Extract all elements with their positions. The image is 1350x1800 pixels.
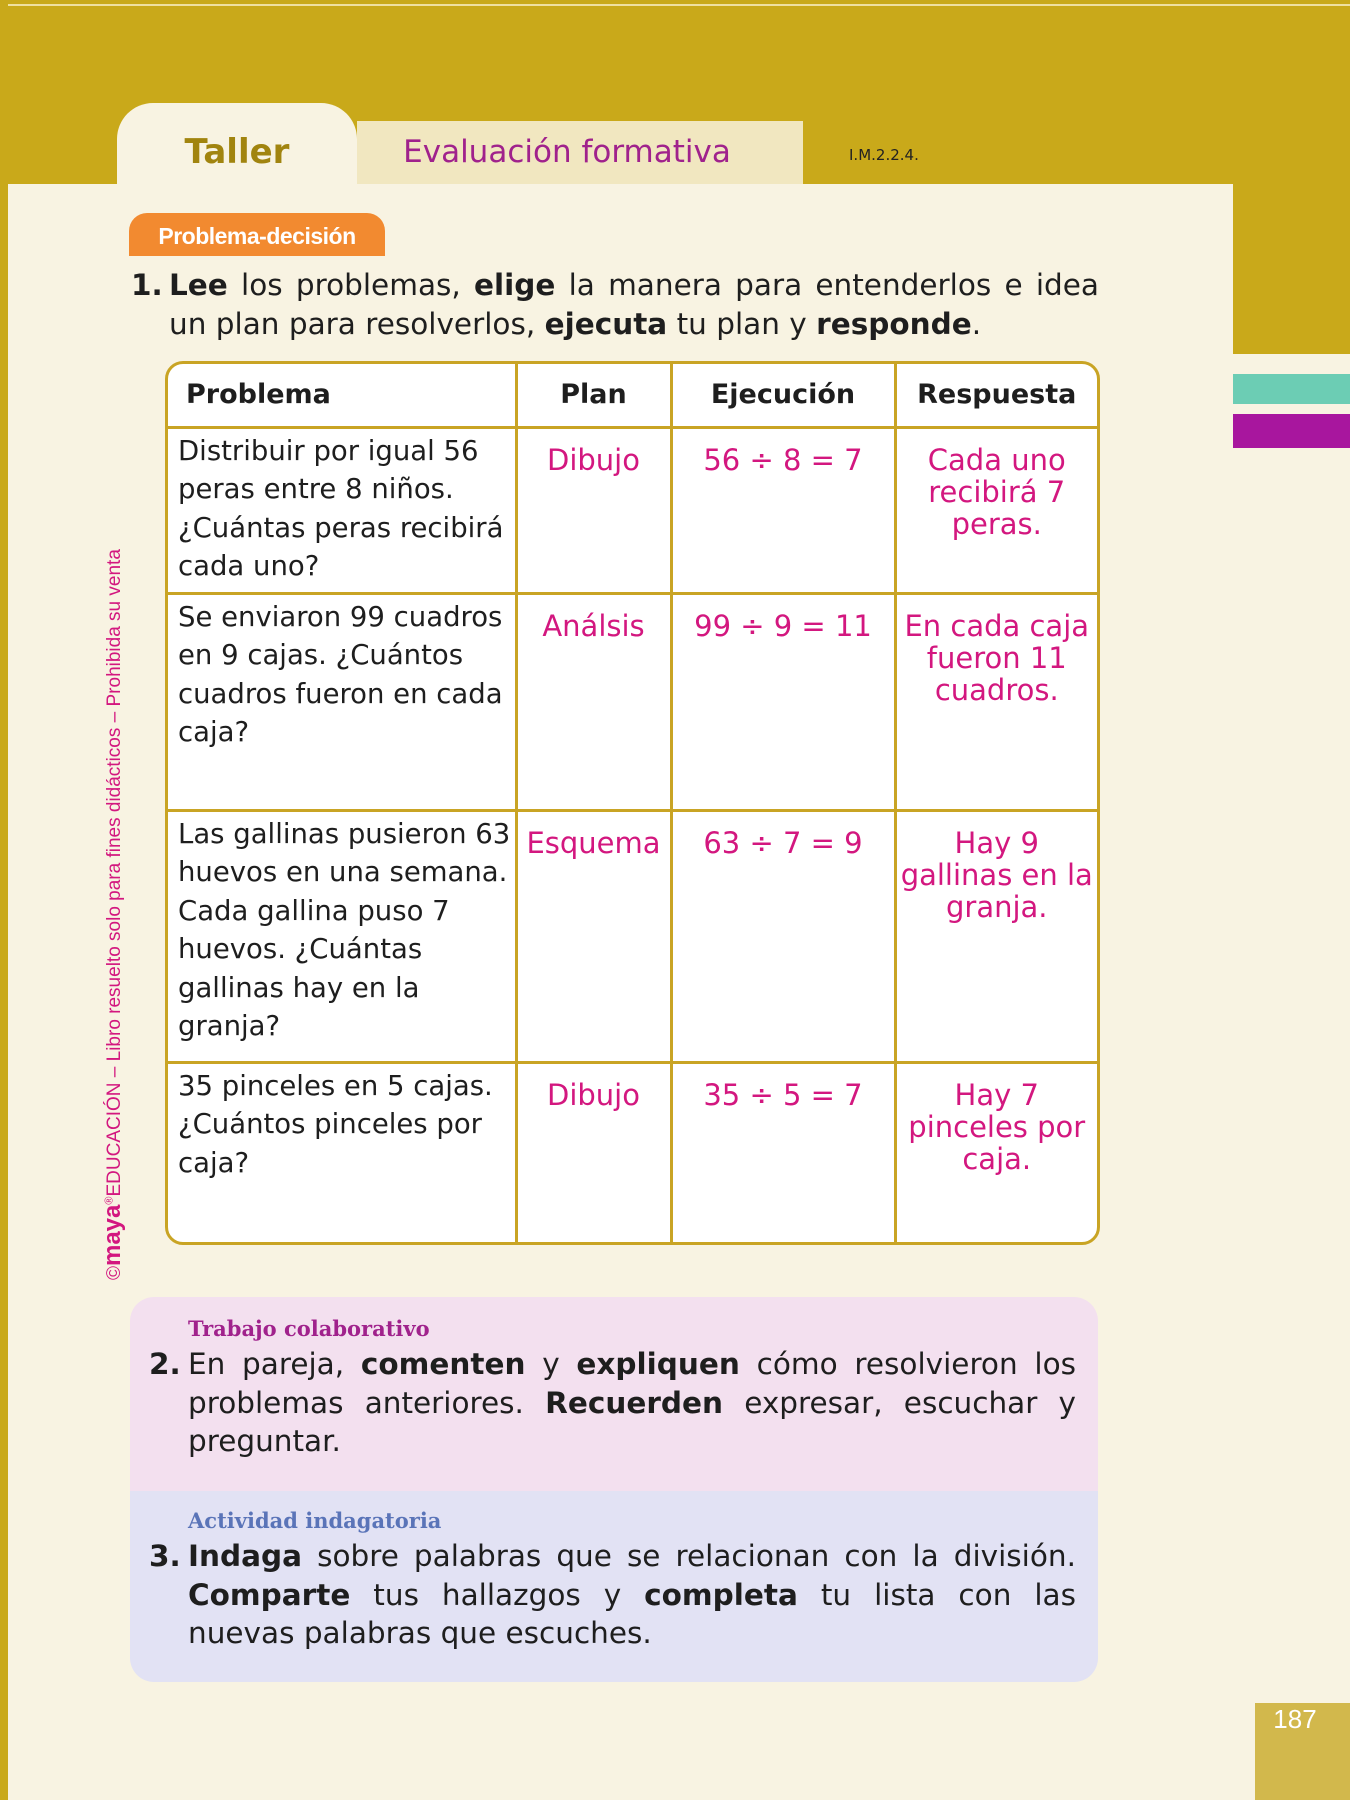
side-copyright-notice: [99, 549, 127, 1280]
brand-logo: maya: [99, 1204, 126, 1266]
answer-cell: En cada caja fueron 11 cuadros.: [895, 593, 1097, 810]
collaborative-work-title: Trabajo colaborativo: [188, 1316, 430, 1341]
execution-cell: 35 ÷ 5 = 7: [671, 1062, 895, 1242]
tab-assessment-label: Evaluación formativa: [403, 134, 731, 170]
exercise-number: 3.: [149, 1539, 181, 1573]
execution-cell: 63 ÷ 7 = 9: [671, 810, 895, 1062]
exercise-1-instruction: [131, 266, 1099, 344]
exercise-text: Indaga sobre palabras que se relacionan con la división. Comparte tus hallazgos y completa tu lista con las nuevas palabras que escuches.: [188, 1539, 1076, 1650]
execution-cell: 99 ÷ 9 = 11: [671, 593, 895, 810]
execution-cell: 56 ÷ 8 = 7: [671, 427, 895, 593]
problem-cell: Las gallinas pusieron 63 huevos en una semana. Cada gallina puso 7 huevos. ¿Cuántas gallinas hay en la granja?: [168, 810, 516, 1062]
problem-decision-badge: Problema-decisión: [129, 213, 385, 256]
exercise-text: Lee los problemas, elige la manera para entenderlos e idea un plan para resolverlos, ejecuta tu plan y responde.: [169, 268, 1099, 341]
indicator-code: I.M.2.2.4.: [849, 146, 919, 164]
column-header: Respuesta: [895, 364, 1097, 427]
table-row: [168, 427, 1097, 593]
problem-cell: 35 pinceles en 5 cajas. ¿Cuántos pinceles por caja?: [168, 1062, 516, 1242]
exercise-3-instruction: [149, 1537, 1076, 1653]
plan-cell: Dibujo: [516, 427, 671, 593]
table-row: [168, 810, 1097, 1062]
exercise-number: 1.: [131, 268, 163, 302]
column-header: Plan: [516, 364, 671, 427]
exercise-text: En pareja, comenten y expliquen cómo resolvieron los problemas anteriores. Recuerden expresar, escuchar y preguntar.: [188, 1347, 1076, 1458]
right-side-band: [1233, 184, 1350, 354]
problems-table: [165, 361, 1100, 1245]
answer-cell: Hay 7 pinceles por caja.: [895, 1062, 1097, 1242]
inquiry-activity-title: Actividad indagatoria: [188, 1508, 442, 1533]
plan-cell: Análsis: [516, 593, 671, 810]
column-header: Problema: [168, 364, 516, 427]
registered-mark: ®: [103, 1196, 116, 1205]
copyright-text: EDUCACIÓN – Libro resuelto solo para fines didácticos – Prohibida su venta: [104, 549, 125, 1197]
exercise-number: 2.: [149, 1347, 181, 1381]
page-number: 187: [1273, 1704, 1317, 1734]
magenta-color-strip: [1233, 414, 1350, 448]
exercise-2-instruction: [149, 1345, 1076, 1461]
problem-cell: Se enviaron 99 cuadros en 9 cajas. ¿Cuántos cuadros fueron en cada caja?: [168, 593, 516, 810]
table-row: [168, 1062, 1097, 1242]
answer-cell: Cada uno recibirá 7 peras.: [895, 427, 1097, 593]
teal-color-strip: [1233, 374, 1350, 404]
column-header: Ejecución: [671, 364, 895, 427]
answer-cell: Hay 9 gallinas en la granja.: [895, 810, 1097, 1062]
plan-cell: Esquema: [516, 810, 671, 1062]
left-border-band: [0, 0, 8, 1800]
table-header-row: [168, 364, 1097, 427]
copyright-symbol: ©: [104, 1266, 125, 1280]
tab-workshop-label: Taller: [184, 132, 290, 172]
table-row: [168, 593, 1097, 810]
plan-cell: Dibujo: [516, 1062, 671, 1242]
problem-cell: Distribuir por igual 56 peras entre 8 niños. ¿Cuántas peras recibirá cada uno?: [168, 427, 516, 593]
